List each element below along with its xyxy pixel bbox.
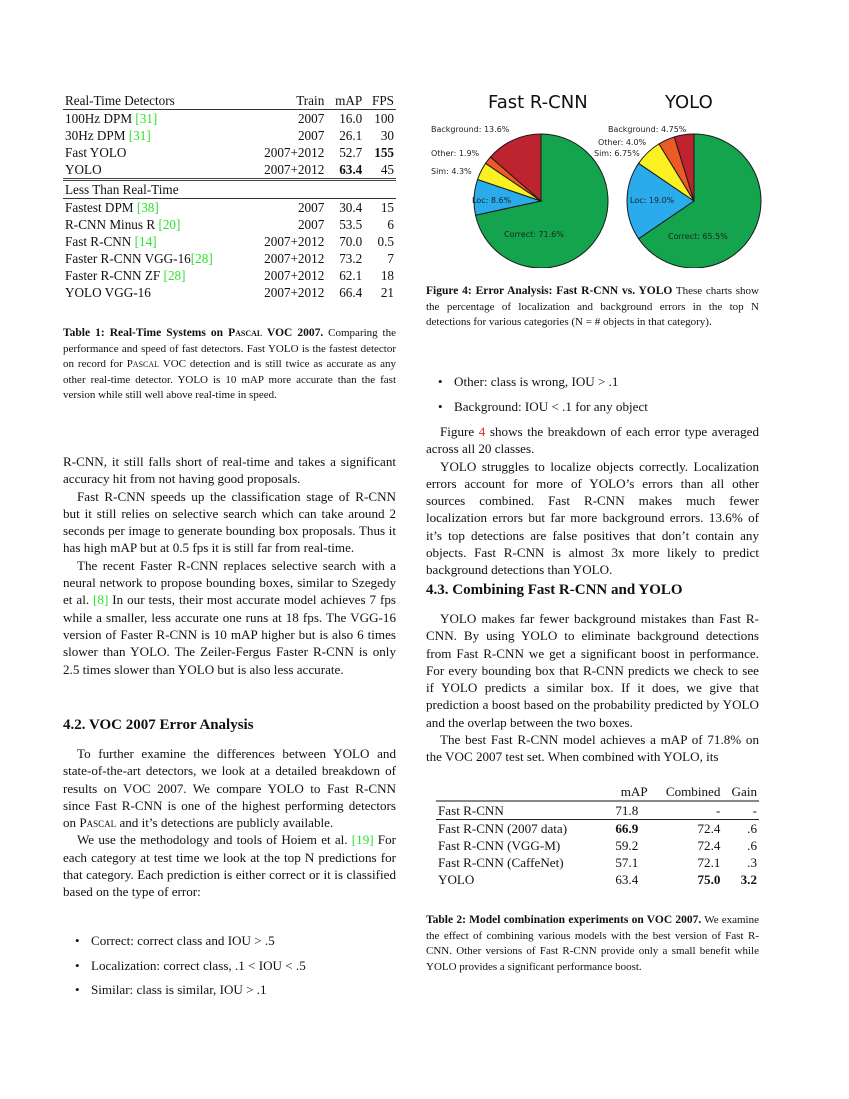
paragraph-text: Figure (440, 424, 479, 439)
pie-title-fast-rcnn: Fast R-CNN (488, 92, 588, 113)
detector-name: YOLO VGG-16 (65, 285, 151, 300)
fps-value: 45 (364, 161, 396, 180)
pascal-smallcaps: Pascal (79, 815, 117, 831)
pie-label-correct: Correct: 71.6% (504, 230, 564, 239)
map-value: 63.4 (615, 872, 639, 887)
error-type-list (63, 932, 396, 1006)
model-name: Fast R-CNN (VGG-M) (438, 838, 561, 853)
bullet-similar: • Similar: class is similar, IOU > .1 (63, 981, 396, 1006)
figure-4-caption (426, 284, 759, 331)
map-value: 62.1 (339, 268, 363, 283)
map-value-best: 66.9 (615, 821, 639, 836)
col-header-combined: Combined (650, 783, 723, 801)
combined-value: 72.1 (697, 855, 721, 870)
paragraph-text: and it’s detections are publicly available. (116, 815, 334, 831)
train-value: 2007+2012 (248, 161, 326, 180)
pie-label-correct: Correct: 65.5% (668, 232, 728, 241)
table-row (63, 284, 396, 301)
paragraph (63, 831, 396, 900)
fps-value: 21 (380, 285, 394, 300)
table-row (436, 820, 759, 838)
left-body-text-2 (63, 745, 396, 901)
error-type-list-continued (426, 373, 759, 422)
pie-title-yolo: YOLO (665, 92, 713, 113)
table-row (436, 871, 759, 888)
map-value: 59.2 (615, 838, 639, 853)
pie-label-sim: Sim: 6.75% (594, 149, 640, 158)
map-value-best: 63.4 (326, 161, 364, 180)
detector-name: 30Hz DPM (65, 128, 129, 143)
train-value: 2007 (297, 217, 325, 232)
col-header-map: mAP (326, 92, 364, 110)
train-value: 2007+2012 (264, 234, 325, 249)
table-1-realtime-systems (63, 92, 396, 301)
fps-value: 0.5 (377, 234, 394, 249)
table-subheader-row (63, 180, 396, 199)
citation-link[interactable]: [28] (190, 251, 213, 266)
model-name: Fast R-CNN (CaffeNet) (438, 855, 564, 870)
bullet-background: • Background: IOU < .1 for any object (426, 398, 759, 423)
paragraph: YOLO struggles to localize objects correctly. Localization errors account for more of YOLO’s errors than all other sources combined. Fast R-CNN makes much fewer localization errors but far more background errors. 13.6% of it’s top detections are false positives that don’t contain any objects. Fast R-CNN is almost 3x more likely to predict background detections than YOLO. (426, 458, 759, 578)
citation-link[interactable]: [31] (135, 111, 158, 126)
fps-value: 30 (380, 128, 394, 143)
pascal-smallcaps: Pascal (126, 358, 160, 370)
section-heading-4-3: 4.3. Combining Fast R-CNN and YOLO (426, 582, 683, 598)
bullet-other: • Other: class is wrong, IOU > .1 (426, 373, 759, 398)
table-2-caption (426, 913, 759, 975)
table-row (63, 161, 396, 180)
paragraph (63, 745, 396, 831)
col-header-map: mAP (601, 783, 649, 801)
pie-charts-svg (426, 88, 766, 268)
detector-name: Fastest DPM (65, 200, 137, 215)
paragraph (426, 423, 759, 458)
table-caption-bold: Table 2: Model combination experiments on VOC 2007. (426, 914, 702, 926)
right-body-text-2 (426, 610, 759, 766)
gain-value-best: 3.2 (740, 872, 757, 887)
train-value: 2007+2012 (264, 285, 325, 300)
figure-4-pie-charts (426, 88, 766, 268)
paragraph-text: shows the breakdown of each error type averaged across all 20 classes. (426, 424, 760, 457)
fps-value: 15 (380, 200, 394, 215)
figure-link[interactable]: 4 (478, 424, 486, 439)
paragraph-text: In our tests, their most accurate model achieves 7 fps while a smaller, less accurate one runs at 18 fps. The VGG-16 version of Faster R-CNN is 10 mAP higher but is also 6 times slower than YOLO. The Zeiler-Fergus Faster R-CNN is only 2.5 times slower than YOLO but is also less accurate. (63, 592, 396, 677)
train-value: 2007+2012 (264, 145, 325, 160)
fps-value: 100 (374, 111, 394, 126)
fps-value: 7 (387, 251, 394, 266)
table-row (63, 216, 396, 233)
citation-link[interactable]: [14] (134, 234, 157, 249)
citation-link[interactable]: [8] (93, 592, 109, 608)
combined-value: 72.4 (697, 821, 721, 836)
pascal-smallcaps: Pascal (228, 327, 263, 339)
table-1-caption (63, 326, 396, 404)
figure-caption-text: These charts show the percentage of localization and background errors in the top N detections for various categories (N = # objects in that category). (426, 285, 759, 328)
combined-value: - (650, 801, 723, 820)
citation-link[interactable]: [31] (128, 128, 151, 143)
paragraph-text: The recent Faster R-CNN replaces selective search with a neural network to propose bounding boxes, similar to Szegedy et al. (63, 557, 396, 608)
map-value: 66.4 (339, 285, 363, 300)
paragraph: Fast R-CNN speeds up the classification stage of R-CNN but it still relies on selective search which can take around 2 seconds per image to generate bounding box proposals. Thus it has high mAP but at 0.5 fps it is still far from real-time. (63, 488, 396, 556)
table-row (63, 144, 396, 161)
col-header-model (436, 783, 601, 801)
table-row (63, 127, 396, 144)
table-header-row (63, 92, 396, 110)
pie-label-other: Other: 1.9% (431, 149, 480, 158)
pie-label-sim: Sim: 4.3% (431, 167, 472, 176)
map-value: 30.4 (339, 200, 363, 215)
detector-name: YOLO (63, 161, 248, 180)
table-row (436, 801, 759, 820)
table-row (63, 233, 396, 250)
map-value: 16.0 (339, 111, 363, 126)
paragraph: YOLO makes far fewer background mistakes than Fast R-CNN. By using YOLO to eliminate background detections from Fast R-CNN we get a significant boost in performance. For every bounding box that R-CNN predicts we check to see if YOLO predicts a similar box. If it does, we give that prediction a boost based on the probability predicted by YOLO and the overlap between the two boxes. (426, 611, 759, 730)
detector-name: 100Hz DPM (65, 111, 136, 126)
train-value: 2007+2012 (264, 251, 325, 266)
citation-link[interactable]: [28] (163, 268, 186, 283)
caption-label: Table 1: Real-Time Systems on (63, 327, 229, 339)
caption-label-end: VOC 2007. (262, 327, 324, 339)
fps-value: 18 (380, 268, 394, 283)
combined-value-best: 75.0 (697, 872, 721, 887)
gain-value: .3 (747, 855, 757, 870)
paragraph: R-CNN, it still falls short of real-time and takes a significant accuracy hit from not having good proposals. (63, 454, 396, 487)
table-row (436, 854, 759, 871)
model-name: Fast R-CNN (436, 801, 601, 820)
gain-value: .6 (747, 838, 757, 853)
caption-text: Comparing the performance and speed of fast detectors. Fast YOLO is the fastest detector on record for (63, 327, 397, 370)
paragraph (63, 557, 396, 678)
detector-name: Fast R-CNN (65, 234, 135, 249)
right-body-text (426, 423, 759, 579)
detector-name: Fast YOLO (65, 145, 127, 160)
map-value: 73.2 (339, 251, 363, 266)
section-heading-4-2: 4.2. VOC 2007 Error Analysis (63, 717, 254, 733)
train-value: 2007 (297, 128, 325, 143)
paragraph: The best Fast R-CNN model achieves a mAP of 71.8% on the VOC 2007 test set. When combined with YOLO, its (426, 732, 759, 765)
detector-name: R-CNN Minus R (65, 217, 159, 232)
paragraph-text: To further examine the differences between YOLO and state-of-the-art detectors, we look at a detailed breakdown of results on VOC 2007. We compare YOLO to Fast R-CNN since Fast R-CNN is one of the highest performing detectors on (63, 746, 396, 831)
combined-value: 72.4 (697, 838, 721, 853)
table-row (63, 250, 396, 267)
pie-label-background: Background: 13.6% (431, 125, 510, 134)
paragraph-text: For each category at test time we look at the top N predictions for that category. Each prediction is either correct or it is classified based on the type of error: (63, 832, 396, 900)
detector-name: Faster R-CNN VGG-16 (65, 251, 191, 266)
map-value: 57.1 (615, 855, 639, 870)
train-value: 2007 (297, 111, 325, 126)
pie-label-loc: Loc: 8.6% (472, 196, 512, 205)
pie-label-background: Background: 4.75% (608, 125, 687, 134)
bullet-localization: • Localization: correct class, .1 < IOU < .5 (63, 957, 396, 982)
map-value: 71.8 (601, 801, 649, 820)
model-name: YOLO (438, 872, 475, 887)
pie-label-other: Other: 4.0% (598, 138, 647, 147)
citation-link[interactable]: [38] (136, 200, 159, 215)
model-name: Fast R-CNN (2007 data) (438, 821, 568, 836)
map-value: 26.1 (339, 128, 363, 143)
table-caption-text: We examine the effect of combining various models with the best version of Fast R-CNN. Other versions of Fast R-CNN provide only a small benefit while YOLO provides a significant performance boost. (426, 914, 759, 973)
col-header-fps: FPS (364, 92, 396, 110)
col-header-gain: Gain (722, 783, 759, 801)
paragraph-text: We use the methodology and tools of Hoiem et al. (77, 832, 352, 848)
table-row (63, 267, 396, 284)
fps-value: 6 (387, 217, 394, 232)
subheader-less-than-realtime: Less Than Real-Time (63, 180, 396, 199)
map-value: 53.5 (339, 217, 363, 232)
table-header-row (436, 783, 759, 801)
table-row (436, 837, 759, 854)
bullet-correct: • Correct: correct class and IOU > .5 (63, 932, 396, 957)
pie-label-loc: Loc: 19.0% (630, 196, 675, 205)
fps-value-best: 155 (374, 145, 394, 160)
gain-value: - (722, 801, 759, 820)
table-row (63, 110, 396, 128)
figure-caption-bold: Figure 4: Error Analysis: Fast R-CNN vs. YOLO (426, 285, 673, 297)
citation-link[interactable]: [20] (158, 217, 181, 232)
table-2-model-combination (436, 783, 759, 888)
col-header-train: Train (248, 92, 326, 110)
caption-text: VOC detection and is still twice as accurate as any other real-time detector. YOLO is 10 mAP more accurate than the fast version while still well above real-time in speed. (63, 358, 396, 401)
detector-name: Faster R-CNN ZF (65, 268, 164, 283)
col-header-detector: Real-Time Detectors (63, 92, 248, 110)
gain-value: .6 (747, 821, 757, 836)
train-value: 2007+2012 (264, 268, 325, 283)
left-body-text (63, 453, 396, 678)
citation-link[interactable]: [19] (351, 832, 374, 848)
map-value: 52.7 (339, 145, 363, 160)
table-row (63, 199, 396, 217)
map-value: 70.0 (339, 234, 363, 249)
train-value: 2007 (297, 200, 325, 215)
